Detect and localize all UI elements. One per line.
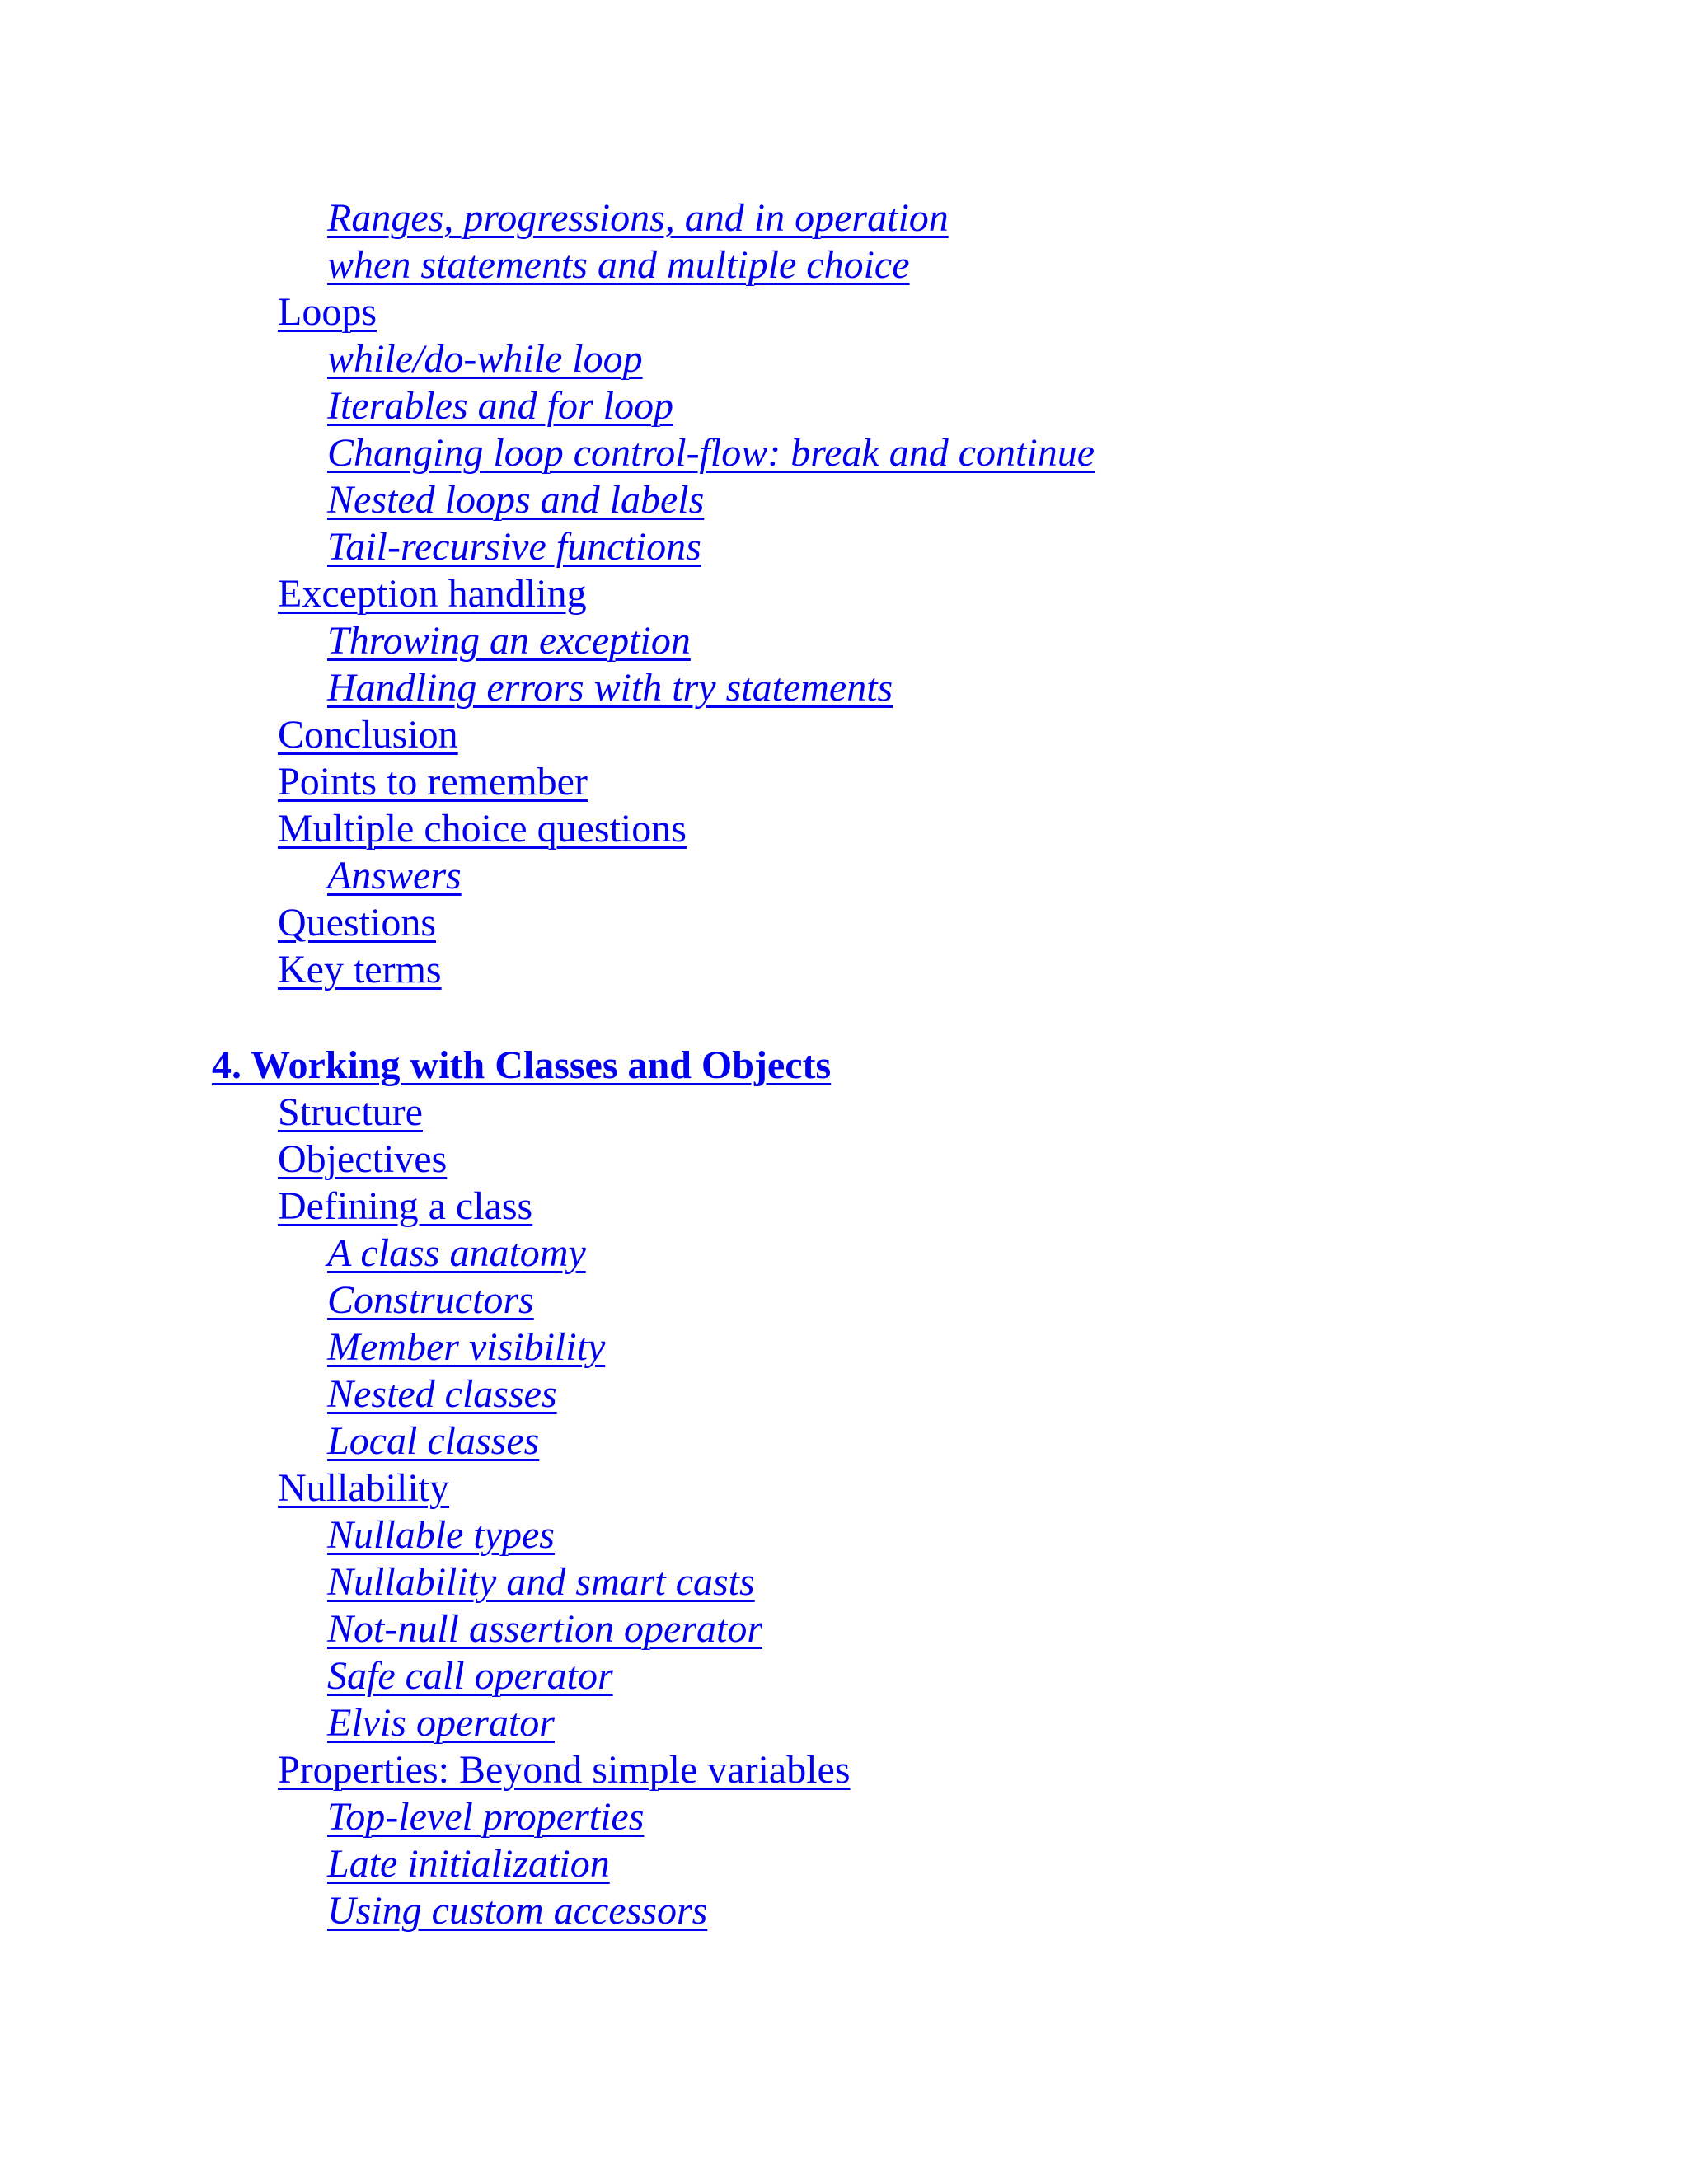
chapter-4-title-link[interactable]: 4. Working with Classes and Objects <box>212 1043 832 1087</box>
toc-link-loops[interactable]: Loops <box>278 290 377 334</box>
toc-link-properties-beyond-simple-variables[interactable]: Properties: Beyond simple variables <box>278 1748 851 1792</box>
toc-link-not-null-assertion-operator[interactable]: Not-null assertion operator <box>327 1607 763 1651</box>
toc-link-using-custom-accessors[interactable]: Using custom accessors <box>327 1889 708 1933</box>
toc-link-ranges-progressions-and-in-operation[interactable]: Ranges, progressions, and in operation <box>327 196 949 240</box>
toc-link-multiple-choice-questions[interactable]: Multiple choice questions <box>278 807 687 851</box>
toc-link-while-do-while-loop[interactable]: while/do-while loop <box>327 337 643 381</box>
toc-link-iterables-and-for-loop[interactable]: Iterables and for loop <box>327 384 673 428</box>
toc-link-throwing-an-exception[interactable]: Throwing an exception <box>327 619 691 663</box>
toc-link-answers[interactable]: Answers <box>327 854 462 898</box>
toc-link-handling-errors-with-try-statements[interactable]: Handling errors with try statements <box>327 666 893 710</box>
toc-link-local-classes[interactable]: Local classes <box>327 1419 540 1463</box>
toc-link-defining-a-class[interactable]: Defining a class <box>278 1184 533 1228</box>
toc-link-nullability-and-smart-casts[interactable]: Nullability and smart casts <box>327 1560 755 1604</box>
toc-link-elvis-operator[interactable]: Elvis operator <box>327 1701 555 1745</box>
toc-link-questions[interactable]: Questions <box>278 901 436 944</box>
toc-link-when-statements-and-multiple-choice[interactable]: when statements and multiple choice <box>327 243 910 287</box>
toc-link-nullable-types[interactable]: Nullable types <box>327 1513 555 1557</box>
toc-link-safe-call-operator[interactable]: Safe call operator <box>327 1654 613 1698</box>
toc-link-member-visibility[interactable]: Member visibility <box>327 1325 606 1369</box>
toc-link-a-class-anatomy[interactable]: A class anatomy <box>327 1231 586 1275</box>
toc-link-points-to-remember[interactable]: Points to remember <box>278 760 588 804</box>
toc-link-nested-loops-and-labels[interactable]: Nested loops and labels <box>327 478 705 522</box>
toc-link-constructors[interactable]: Constructors <box>327 1278 534 1322</box>
toc-link-objectives[interactable]: Objectives <box>278 1137 448 1181</box>
toc-link-structure[interactable]: Structure <box>278 1090 423 1134</box>
toc-link-key-terms[interactable]: Key terms <box>278 948 442 991</box>
toc-link-nullability[interactable]: Nullability <box>278 1466 449 1510</box>
toc-link-nested-classes[interactable]: Nested classes <box>327 1372 557 1416</box>
toc-link-exception-handling[interactable]: Exception handling <box>278 572 587 616</box>
toc-link-conclusion[interactable]: Conclusion <box>278 713 458 757</box>
toc-link-late-initialization[interactable]: Late initialization <box>327 1842 610 1886</box>
toc-link-changing-loop-control-flow-break-and-continue[interactable]: Changing loop control-flow: break and continue <box>327 431 1095 475</box>
toc-link-top-level-properties[interactable]: Top-level properties <box>327 1795 645 1839</box>
toc-link-tail-recursive-functions[interactable]: Tail-recursive functions <box>327 525 701 569</box>
